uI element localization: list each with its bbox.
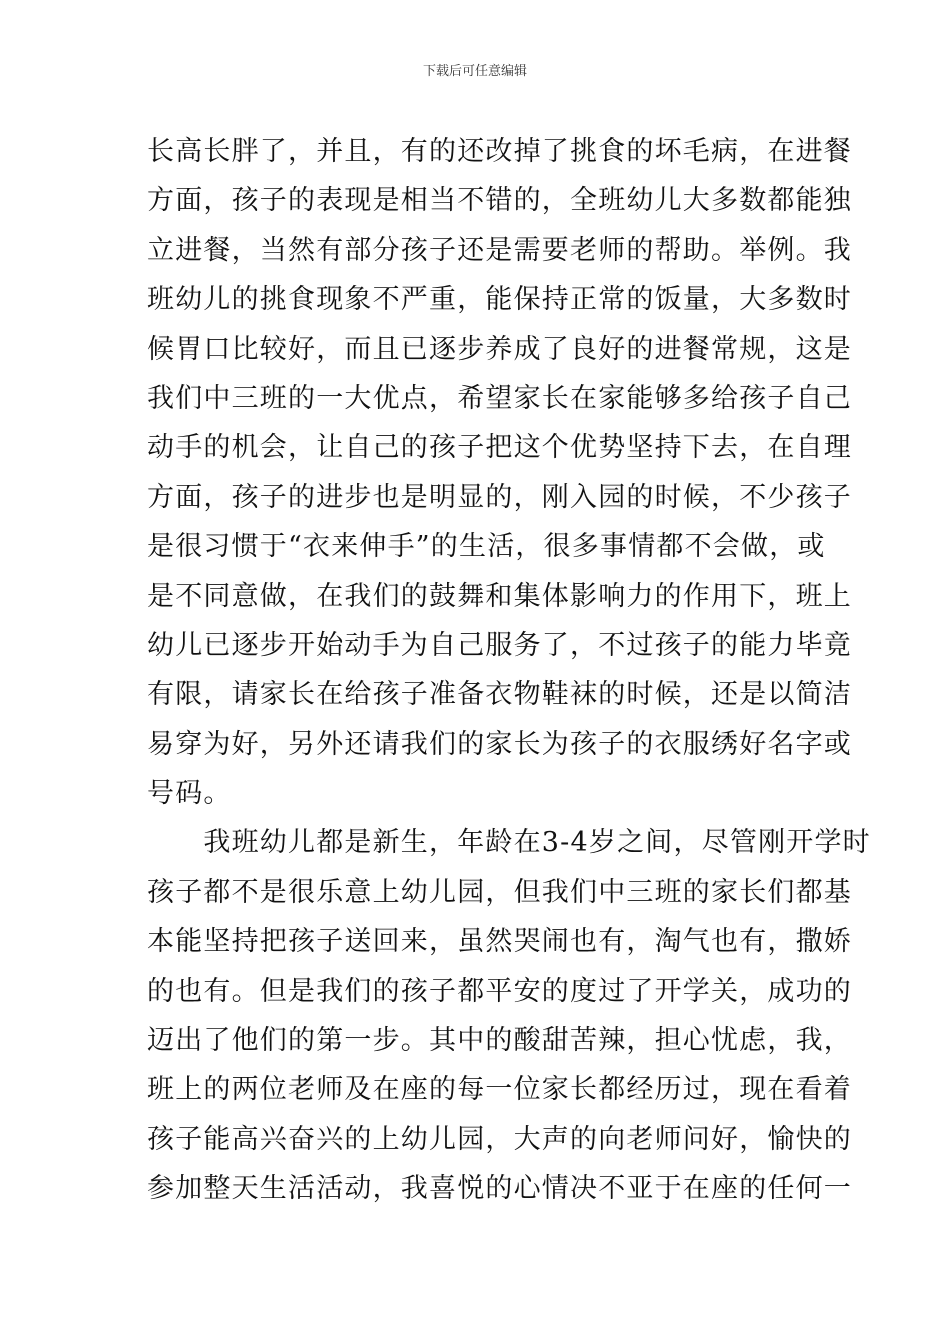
- page-header: 下载后可任意编辑: [422, 64, 527, 79]
- text-line: 是不同意做，在我们的鼓舞和集体影响力的作用下，班上: [147, 580, 852, 612]
- text-line: 班幼儿的挑食现象不严重，能保持正常的饭量，大多数时: [147, 284, 852, 316]
- text-line: 孩子能高兴奋兴的上幼儿园，大声的向老师问好，愉快的: [147, 1123, 852, 1155]
- text-line: 方面，孩子的进步也是明显的，刚入园的时候，不少孩子: [147, 481, 852, 513]
- text-line: 本能坚持把孩子送回来，虽然哭闹也有，淘气也有，撒娇: [147, 926, 852, 958]
- text-line: 的也有。但是我们的孩子都平安的度过了开学关，成功的: [147, 975, 852, 1007]
- document-body: [147, 127, 871, 1214]
- text-line: 候胃口比较好，而且已逐步养成了良好的进餐常规，这是: [147, 333, 852, 365]
- text-line: 动手的机会，让自己的孩子把这个优势坚持下去，在自理: [147, 432, 852, 464]
- text-line: 孩子都不是很乐意上幼儿园，但我们中三班的家长们都基: [147, 876, 852, 908]
- text-line: 迈出了他们的第一步。其中的酸甜苦辣，担心忧虑，我，: [147, 1025, 852, 1057]
- text-line: 有限，请家长在给孩子准备衣物鞋袜的时候，还是以简洁: [147, 679, 852, 711]
- text-line: 长高长胖了，并且，有的还改掉了挑食的坏毛病，在进餐: [147, 136, 852, 167]
- text-line: 参加整天生活活动，我喜悦的心情决不亚于在座的任何一: [147, 1173, 852, 1205]
- text-line: 方面，孩子的表现是相当不错的，全班幼儿大多数都能独: [147, 185, 852, 217]
- text-line: 号码。: [147, 778, 232, 810]
- text-line: 是很习惯于“衣来伸手”的生活，很多事情都不会做，或: [147, 531, 826, 563]
- text-line: 易穿为好，另外还请我们的家长为孩子的衣服绣好名字或: [147, 728, 852, 760]
- paragraph-1: [147, 127, 852, 818]
- text-line: 班上的两位老师及在座的每一位家长都经历过，现在看着: [147, 1074, 852, 1106]
- text-line: 幼儿已逐步开始动手为自己服务了，不过孩子的能力毕竟: [147, 629, 852, 661]
- paragraph-2: [147, 818, 871, 1213]
- text-line: 我班幼儿都是新生，年龄在3-4岁之间，尽管刚开学时: [147, 827, 871, 859]
- text-line: 立进餐，当然有部分孩子还是需要老师的帮助。举例。我: [147, 234, 852, 266]
- text-line: 我们中三班的一大优点，希望家长在家能够多给孩子自己: [147, 382, 852, 414]
